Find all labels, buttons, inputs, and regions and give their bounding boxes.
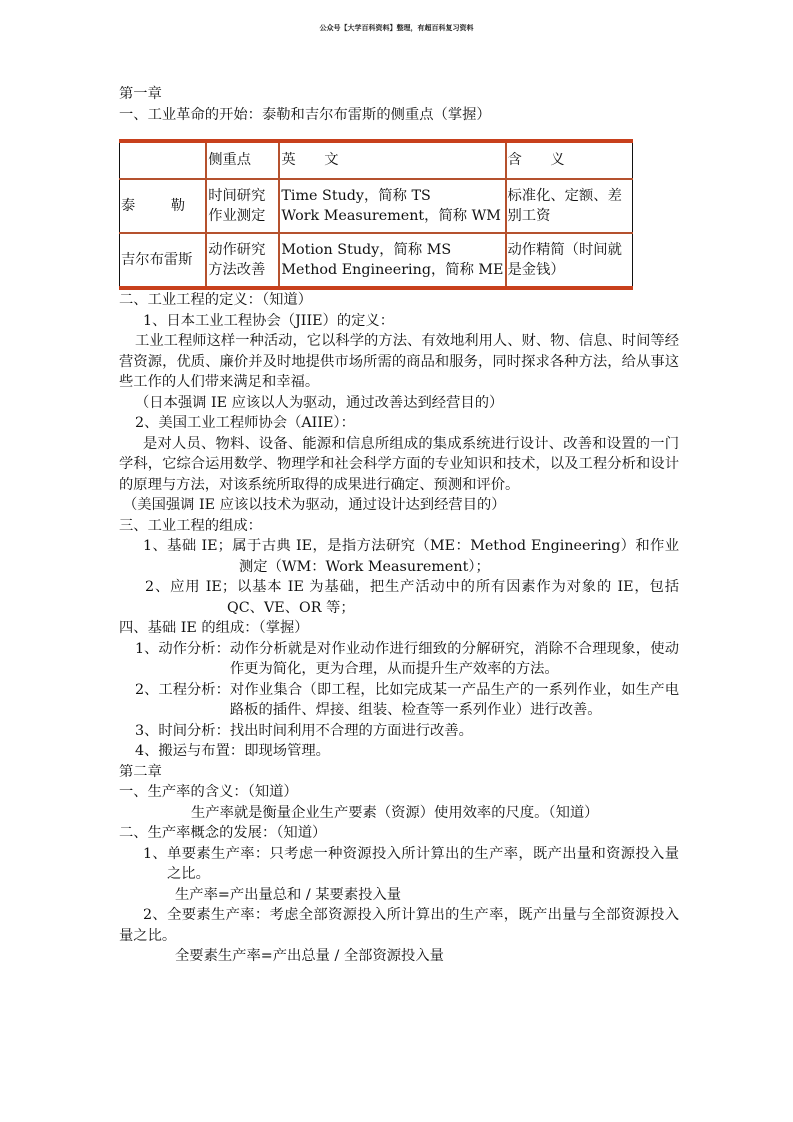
basic-ie-item bbox=[119, 741, 679, 762]
table-cell-name bbox=[120, 179, 207, 233]
table-header-cell: 英 文 bbox=[279, 141, 505, 179]
total-factor-item: 2、全要素生产率：考虑全部资源投入所计算出的生产率，既产出量与全部资源投入量之比。 bbox=[119, 907, 679, 944]
basic-ie-item bbox=[119, 680, 679, 721]
aiie-definition-body: 是对人员、物料、设备、能源和信息所组成的集成系统进行设计、改善和设置的一门学科，它综合运用数学、物理学和社会科学方面的专业知识和技术，以及工程分析和设计的原理与方法，对该系统所取得的成果进行确定、预测和评价。 bbox=[119, 435, 679, 493]
item-label: 1、动作分析： bbox=[135, 640, 230, 657]
watermark-header: 公众号【大学百科资料】整理，有超百科复习资料 bbox=[319, 23, 474, 32]
item-text: 动作分析就是对作业动作进行细致的分解研究，消除不合理现象，使动作更为简化，更为合理，从而提升生产效率的方法。 bbox=[229, 640, 679, 677]
item-label: 2、应用 IE； bbox=[145, 579, 237, 595]
name-char: 泰 bbox=[121, 197, 136, 214]
jiie-note: （日本强调 IE 应该以人为驱动，通过改善达到经营目的） bbox=[135, 394, 504, 411]
single-factor-formula: 生产率=产出量总和 / 某要素投入量 bbox=[175, 886, 402, 903]
productivity-development-heading: 二、生产率概念的发展：（知道） bbox=[119, 825, 327, 841]
focus-line: 时间研究 bbox=[208, 187, 266, 204]
table-cell-meaning: 动作精简（时间就是金钱） bbox=[506, 233, 633, 288]
english-line: Method Engineering，简称 ME bbox=[281, 262, 504, 278]
basic-ie-item bbox=[119, 639, 679, 680]
english-line: Time Study，简称 TS bbox=[281, 187, 431, 204]
productivity-meaning-body: 生产率就是衡量企业生产要素（资源）使用效率的尺度。（知道） bbox=[191, 804, 599, 821]
table-header-row bbox=[120, 141, 633, 179]
item-text: 找出时间利用不合理的方面进行改善。 bbox=[229, 722, 473, 739]
focus-line: 作业测定 bbox=[208, 208, 266, 224]
item-label: 1、单要素生产率： bbox=[143, 845, 270, 862]
table-header-cell: 含 义 bbox=[506, 141, 633, 179]
jiie-definition-body: 工业工程师这样一种活动，它以科学的方法、有效地利用人、财、物、信息、时间等经营资源，优质、廉价并及时地提供市场所需的商品和服务，同时探求各种方法，给从事这些工作的人们带来满足和幸福。 bbox=[119, 333, 679, 390]
english-line: Work Measurement，简称 WM bbox=[281, 208, 501, 224]
document-page bbox=[119, 84, 679, 967]
section-2-heading: 二、工业工程的定义：（知道） bbox=[119, 292, 313, 308]
ie-component-item bbox=[119, 577, 679, 618]
jiie-definition-label: 1、日本工业工程协会（JIIE）的定义： bbox=[143, 312, 395, 329]
item-text: 即现场管理。 bbox=[244, 743, 330, 759]
table-cell-focus bbox=[206, 179, 279, 233]
section-4-heading: 四、基础 IE 的组成：（掌握） bbox=[119, 620, 309, 636]
table-header-cell: 侧重点 bbox=[206, 141, 279, 179]
item-label: 1、基础 IE； bbox=[143, 538, 232, 554]
productivity-meaning-heading: 一、生产率的含义：（知道） bbox=[119, 784, 298, 800]
item-label: 3、时间分析： bbox=[135, 722, 230, 739]
table-cell-english bbox=[279, 179, 505, 233]
table-row bbox=[120, 233, 633, 288]
basic-ie-item bbox=[119, 721, 679, 742]
comparison-table bbox=[119, 139, 633, 290]
single-factor-item bbox=[119, 844, 679, 885]
item-text: 以基本 IE 为基础，把生产活动中的所有因素作为对象的 IE，包括 QC、VE、OR 等； bbox=[227, 579, 679, 616]
section-1-heading: 一、工业革命的开始：泰勒和吉尔布雷斯的侧重点（掌握） bbox=[119, 106, 491, 123]
aiie-definition-label: 2、美国工业工程师协会（AIIE）： bbox=[135, 415, 355, 431]
table-row bbox=[120, 179, 633, 233]
chapter-1-title: 第一章 bbox=[119, 86, 162, 102]
item-text: 只考虑一种资源投入所计算出的生产率，既产出量和资源投入量之比。 bbox=[167, 845, 679, 882]
name-char: 勒 bbox=[170, 197, 185, 214]
table-cell-meaning: 标准化、定额、差别工资 bbox=[506, 179, 633, 233]
item-text: 属于古典 IE，是指方法研究（ME：Method Engineering）和作业测定（WM：Work Measurement）； bbox=[231, 538, 679, 575]
ie-component-item bbox=[119, 536, 679, 577]
item-label: 4、搬运与布置： bbox=[135, 743, 245, 759]
table-cell-name: 吉尔布雷斯 bbox=[120, 233, 207, 288]
item-label: 2、工程分析： bbox=[135, 681, 230, 698]
chapter-2-title: 第二章 bbox=[119, 763, 162, 780]
english-line: Motion Study，简称 MS bbox=[281, 241, 452, 258]
aiie-note: （美国强调 IE 应该以技术为驱动，通过设计达到经营目的） bbox=[123, 497, 506, 513]
item-text: 对作业集合（即工程，比如完成某一产品生产的一系列作业，如生产电路板的插件、焊接、组装、检查等一系列作业）进行改善。 bbox=[229, 681, 679, 718]
focus-line: 方法改善 bbox=[208, 262, 266, 278]
section-3-heading: 三、工业工程的组成： bbox=[119, 517, 262, 534]
table-header-cell bbox=[120, 141, 207, 179]
focus-line: 动作研究 bbox=[208, 241, 266, 258]
table-cell-focus bbox=[206, 233, 279, 288]
table-cell-english bbox=[279, 233, 505, 288]
total-factor-formula: 全要素生产率=产出总量 / 全部资源投入量 bbox=[175, 948, 444, 964]
